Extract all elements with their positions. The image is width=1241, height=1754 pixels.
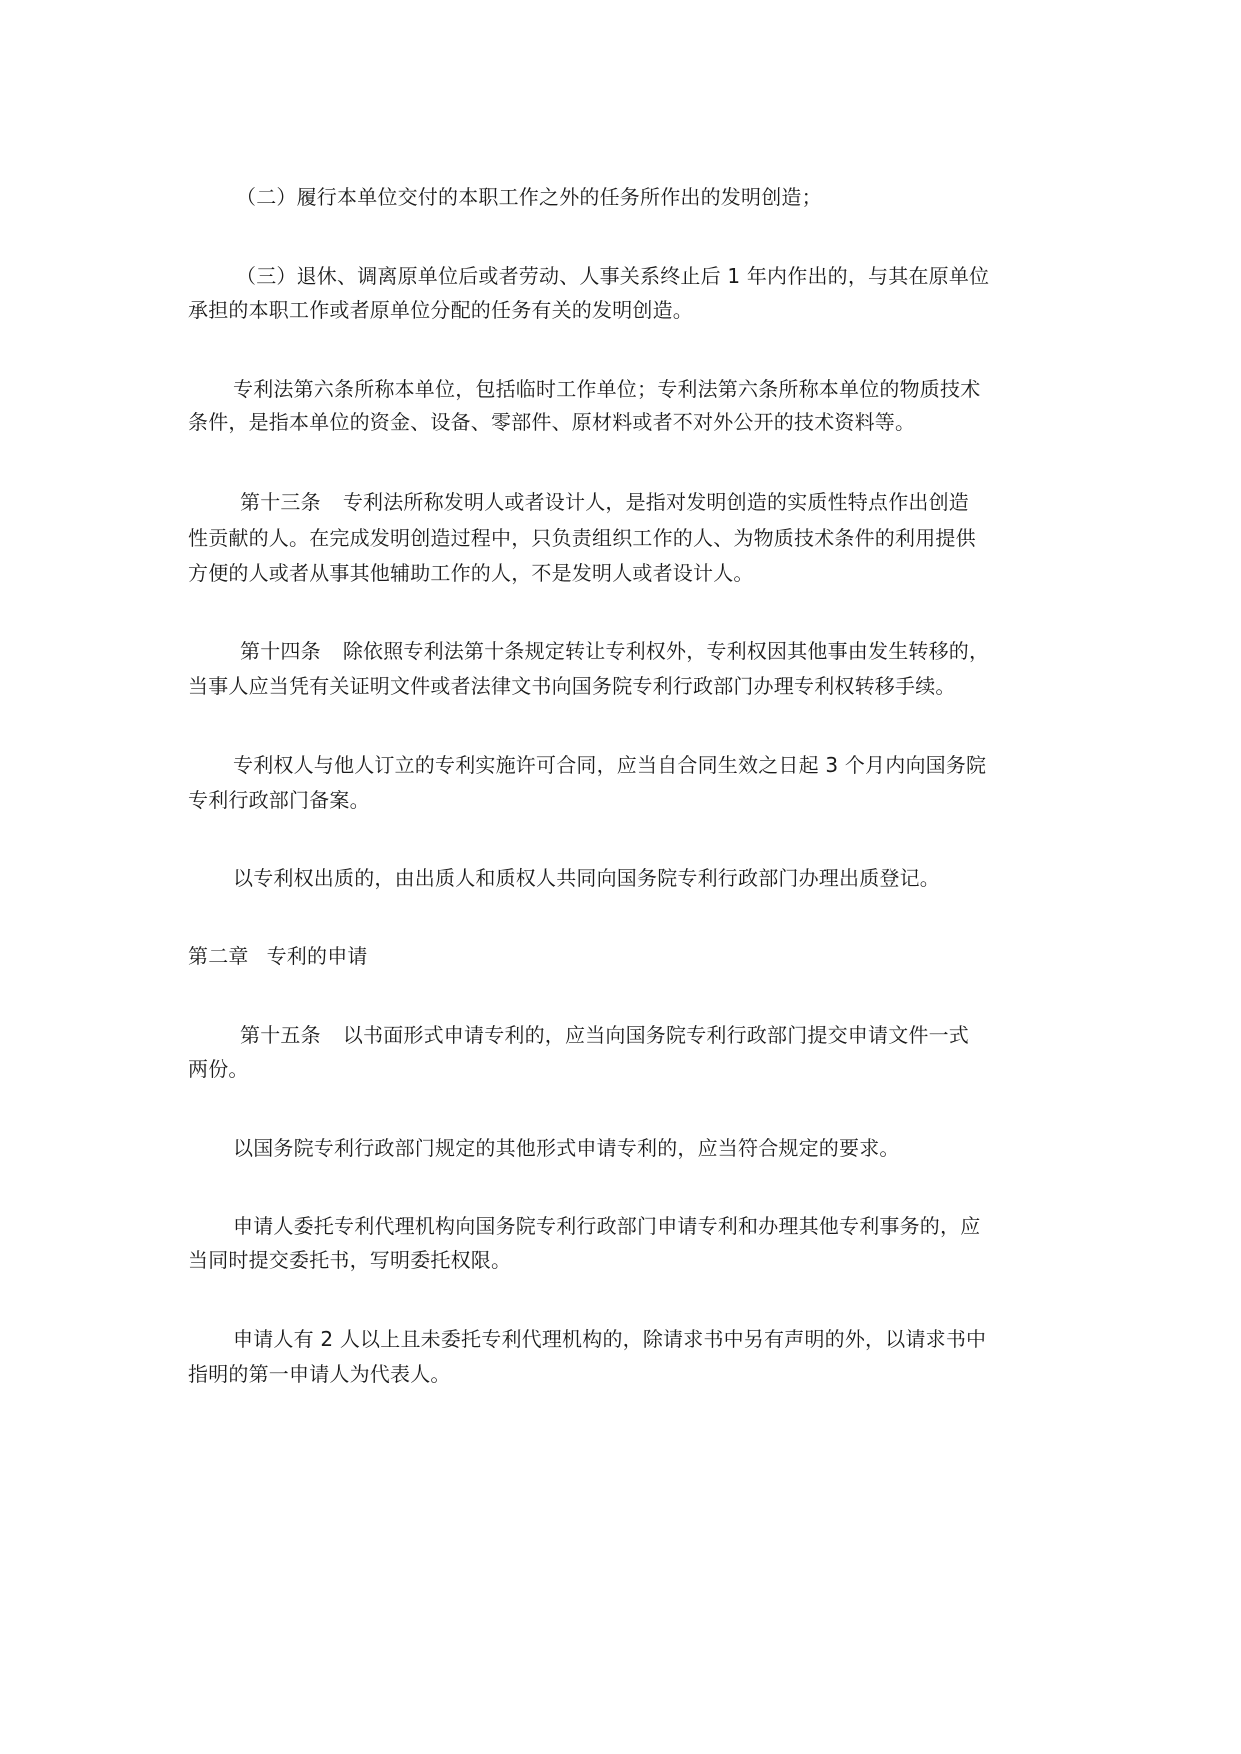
chapter-heading (188, 942, 368, 970)
article-text: 以书面形式申请专利的，应当向国务院专利行政部门提交申请文件一式 (342, 1023, 970, 1047)
paragraph-line: 承担的本职工作或者原单位分配的任务有关的发明创造。 (188, 298, 693, 322)
paragraph-line: （三）退休、调离原单位后或者劳动、人事关系终止后 1 年内作出的，与其在原单位 (236, 264, 990, 288)
paragraph-line: 专利法第六条所称本单位，包括临时工作单位；专利法第六条所称本单位的物质技术 (233, 377, 981, 401)
article-text: 专利法所称发明人或者设计人，是指对发明创造的实质性特点作出创造 (342, 490, 970, 514)
paragraph-line: 当同时提交委托书，写明委托权限。 (188, 1248, 512, 1272)
paragraph-line: 条件，是指本单位的资金、设备、零部件、原材料或者不对外公开的技术资料等。 (188, 410, 916, 434)
paragraph-line: （二）履行本单位交付的本职工作之外的任务所作出的发明创造； (236, 185, 822, 209)
article-line (240, 637, 989, 665)
paragraph-line: 专利权人与他人订立的专利实施许可合同，应当自合同生效之日起 3 个月内向国务院 (233, 753, 987, 777)
paragraph-line: 以专利权出质的，由出质人和质权人共同向国务院专利行政部门办理出质登记。 (233, 866, 940, 890)
article-number: 第十四条 (240, 639, 321, 663)
paragraph-line: 申请人委托专利代理机构向国务院专利行政部门申请专利和办理其他专利事务的，应 (233, 1214, 981, 1238)
chapter-title: 专利的申请 (266, 944, 368, 968)
article-number: 第十五条 (240, 1023, 321, 1047)
chapter-number: 第二章 (188, 944, 249, 968)
article-line (240, 1021, 969, 1049)
article-number: 第十三条 (240, 490, 321, 514)
article-line (240, 488, 969, 516)
paragraph-line: 专利行政部门备案。 (188, 788, 370, 812)
paragraph-line: 当事人应当凭有关证明文件或者法律文书向国务院专利行政部门办理专利权转移手续。 (188, 674, 956, 698)
article-text: 除依照专利法第十条规定转让专利权外，专利权因其他事由发生转移的， (342, 639, 990, 663)
paragraph-line: 指明的第一申请人为代表人。 (188, 1362, 451, 1386)
paragraph-line: 申请人有 2 人以上且未委托专利代理机构的，除请求书中另有声明的外，以请求书中 (233, 1327, 987, 1351)
paragraph-line: 方便的人或者从事其他辅助工作的人，不是发明人或者设计人。 (188, 561, 754, 585)
paragraph-line: 以国务院专利行政部门规定的其他形式申请专利的，应当符合规定的要求。 (233, 1136, 900, 1160)
paragraph-line: 性贡献的人。在完成发明创造过程中，只负责组织工作的人、为物质技术条件的利用提供 (188, 526, 976, 550)
paragraph-line: 两份。 (188, 1057, 249, 1081)
